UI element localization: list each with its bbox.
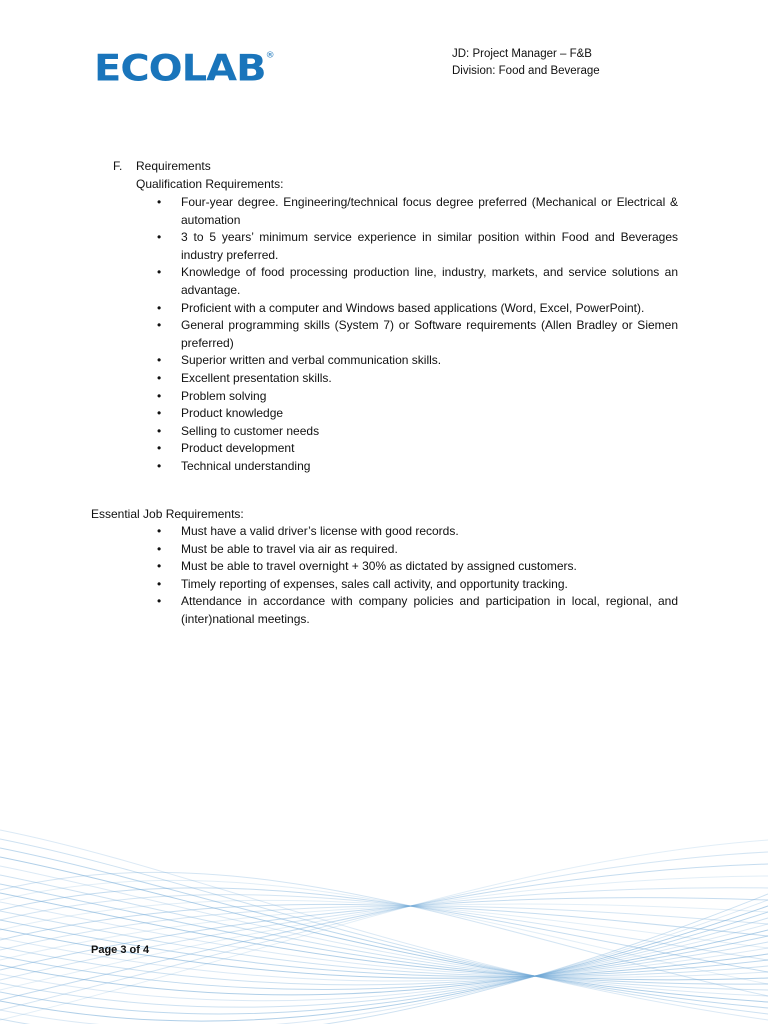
list-item: • Four-year degree. Engineering/technical focus degree preferred (Mechanical or Electrical & automation	[156, 194, 678, 229]
wave-line	[0, 840, 768, 1020]
wave-line	[0, 857, 768, 1002]
qualification-heading: Qualification Requirements:	[136, 177, 284, 191]
registered-mark: ®	[265, 50, 274, 61]
essential-heading: Essential Job Requirements:	[91, 507, 244, 521]
list-item: • Technical understanding	[156, 458, 678, 476]
section-number: F.	[113, 159, 123, 173]
list-item: • Must have a valid driver’s license with good records.	[156, 523, 678, 541]
section-title: Requirements	[136, 159, 211, 173]
qualification-list	[156, 194, 678, 476]
list-item: • Superior written and verbal communication skills.	[156, 352, 678, 370]
list-item: • Problem solving	[156, 388, 678, 406]
list-item: • Product knowledge	[156, 405, 678, 423]
list-item: • Selling to customer needs	[156, 423, 678, 441]
wave-line	[0, 884, 768, 984]
wave-line	[0, 852, 768, 1010]
job-description-title: JD: Project Manager – F&B	[452, 48, 592, 60]
list-item: • Timely reporting of expenses, sales call activity, and opportunity tracking.	[156, 576, 678, 594]
ecolab-logo	[94, 47, 274, 90]
decorative-wave-lines	[0, 820, 768, 1024]
list-item: • 3 to 5 years’ minimum service experience in similar position within Food and Beverages industry preferred.	[156, 229, 678, 264]
page-number: Page 3 of 4	[91, 944, 150, 956]
essential-list	[156, 523, 678, 629]
list-item: • General programming skills (System 7) or Software requirements (Allen Bradley or Siemen preferred)	[156, 317, 678, 352]
list-item: • Proficient with a computer and Windows based applications (Word, Excel, PowerPoint).	[156, 300, 678, 318]
logo-text: ECOLAB	[94, 47, 266, 90]
list-item: • Must be able to travel via air as required.	[156, 541, 678, 559]
document-header	[452, 46, 600, 80]
section-heading	[113, 159, 211, 173]
division-label: Division: Food and Beverage	[452, 65, 600, 77]
wave-line	[0, 839, 768, 1014]
list-item: • Product development	[156, 440, 678, 458]
list-item: • Knowledge of food processing production line, industry, markets, and service solutions an advantage.	[156, 264, 678, 299]
list-item: • Must be able to travel overnight + 30% as dictated by assigned customers.	[156, 558, 678, 576]
list-item: • Excellent presentation skills.	[156, 370, 678, 388]
list-item: • Attendance in accordance with company policies and participation in local, regional, and (inter)national meetings.	[156, 593, 678, 628]
